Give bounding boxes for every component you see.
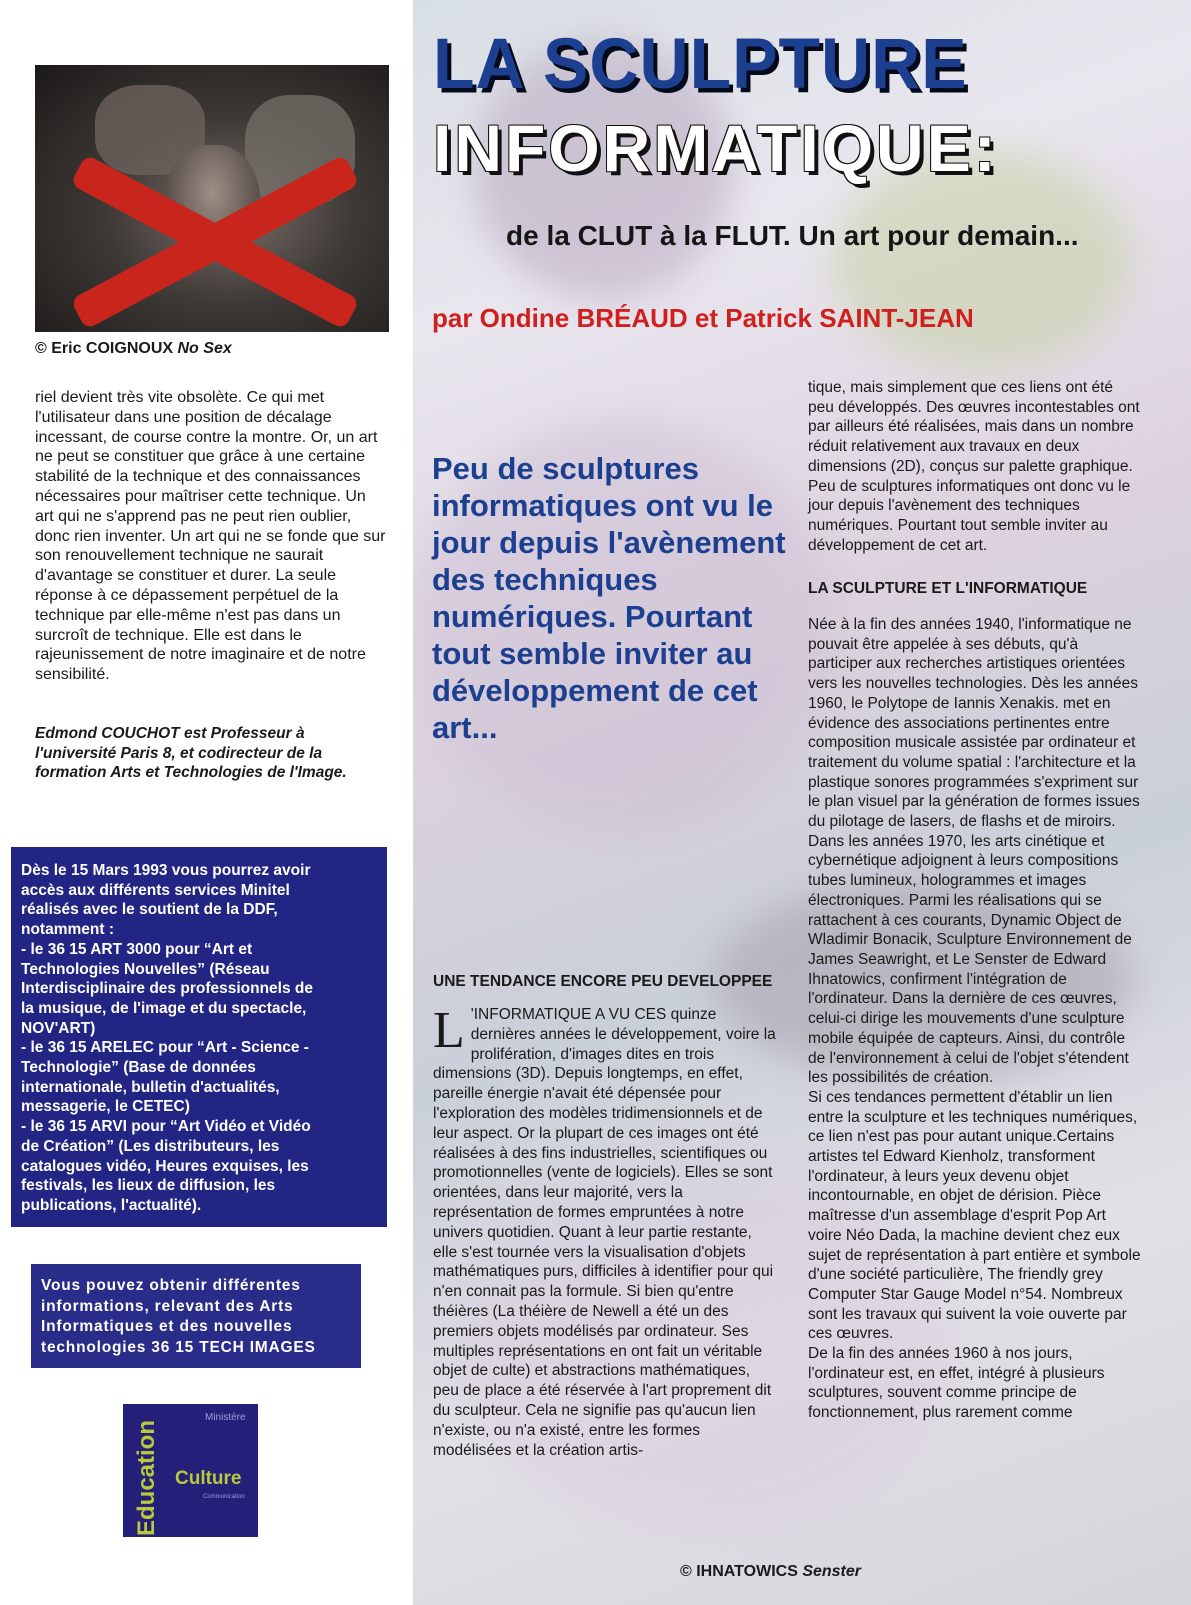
- box1-line: Technologies Nouvelles” (Réseau: [21, 960, 270, 978]
- box1-line: catalogues vidéo, Heures exquises, les: [21, 1157, 309, 1175]
- article-authors: par Ondine BRÉAUD et Patrick SAINT-JEAN: [432, 303, 974, 333]
- article-subtitle: de la CLUT à la FLUT. Un art pour demain...: [506, 220, 1079, 251]
- box1-line: Interdisciplinaire des professionnels de: [21, 980, 314, 998]
- box1-line: notamment :: [21, 921, 114, 939]
- right-body-paragraph: De la fin des années 1960 à nos jours, l'ordinateur est, en effet, intégré à plusieurs sculptures, souvent comme principe de fonctionnement, plus rarement comme: [808, 1345, 1105, 1422]
- logo-education-text: Education: [133, 1419, 160, 1536]
- artwork-photo: [35, 65, 389, 332]
- middle-body-paragraph: [433, 1002, 780, 1460]
- right-body-paragraph: Si ces tendances permettent d'établir un lien entre la sculpture et les techniques numériques, ce lien n'est pas pour autant unique.Certains artistes tel Edward Kienholz, transforment l'ordinateur, à leurs yeux devenu objet incontournable, en objet de dérision. Pièce maîtresse d'un assemblage d'esprit Pop Art voire Néo Dada, la machine devient chez eux sujet de représentation à part entière et symbole d'une société particulière, The friendly grey Computer Star Gauge Model n°54. Nombreux sont les travaux qui suivent la voie ouverte par ces œuvres.: [808, 1088, 1141, 1343]
- logo-communication-text: Communication: [203, 1494, 245, 1500]
- middle-text-column: [433, 972, 780, 1460]
- article-title-line1: LA SCULPTURE: [433, 24, 968, 104]
- box1-line: - le 36 15 ART 3000 pour “Art et: [21, 940, 253, 958]
- left-body-paragraph: riel devient très vite obsolète. Ce qui met l'utilisateur dans une position de décalage incessant, de course contre la montre. Or, un art ne peut se constituer que grâce à une certaine stabilité de la technique et des connaissances nécessaires pour maîtriser cette technique. Un art qui ne s'apprend pas ne peut rien oublier, donc rien inventer. Un art qui ne se fonde que sur son renouvellement technique ne saurait d'avantage se constituer et durer. La seule réponse à ce dépassement perpétuel de la technique par elle-même n'est pas dans un surcroît de technique. Elle est dans le rajeunissement de notre imaginaire et de notre sensibilité.: [35, 389, 386, 684]
- box1-line: Technologie” (Base de données: [21, 1059, 256, 1077]
- box1-line: Dès le 15 Mars 1993 vous pourrez avoir: [21, 862, 311, 879]
- bottom-photo-credit: [680, 1563, 861, 1581]
- bottom-credit-title: Senster: [802, 1563, 862, 1580]
- pull-quote: Peu de sculptures informatiques ont vu le jour depuis l'avènement des techniques numériques. Pourtant tout semble inviter au développement de cet art...: [432, 451, 786, 745]
- section-heading: UNE TENDANCE ENCORE PEU DEVELOPPEE: [433, 973, 773, 990]
- author-bio: Edmond COUCHOT est Professeur à l'université Paris 8, et codirecteur de la formation Arts et Technologies de l'Image.: [35, 725, 347, 781]
- photo-caption-prefix: © Eric COIGNOUX: [35, 340, 174, 357]
- box1-line: de Création” (Les distributeurs, les: [21, 1137, 280, 1155]
- article-title-line2: INFORMATIQUE:: [433, 111, 999, 185]
- section-heading: LA SCULPTURE ET L'INFORMATIQUE: [808, 580, 1088, 598]
- box1-line: - le 36 15 ARVI pour “Art Vidéo et Vidéo: [21, 1118, 311, 1136]
- box1-line: - le 36 15 ARELEC pour “Art - Science -: [21, 1039, 309, 1057]
- box1-line: accès aux différents services Minitel: [21, 881, 290, 899]
- right-body-paragraph: Née à la fin des années 1940, l'informatique ne pouvait être appelée à ses débuts, qu'à participer aux recherches artistiques orientées vers les nouvelles technologies. Dès les années 1960, le Polytope de Iannis Xenakis. met en évidence des associations pertinentes entre composition musicale assistée par ordinateur et traitement du volume spatial : l'architecture et la plastique sonores programmées s'expriment sur le plan visuel par la génération de formes issues du pilotage de lasers, de flashs et de miroirs. Dans les années 1970, les arts cinétique et cybernétique adjoignent à leurs compositions tubes lumineux, hologrammes et images électroniques. Parmi les réalisations qui se rattachent à ces courants, Dynamic Object de Wladimir Bonacik, Sculpture Environnement de James Seawright, et Le Senster de Edward Ihnatowics, confirment l'intégration de l'ordinateur. Dans la dernière de ces œuvres, celui-ci dirige les mouvements d'une sculpture mobile équipée de capteurs. Ainsi, du contrôle de l'environnement à celui de l'objet s'étendent les possibilités de création.: [808, 616, 1140, 1087]
- drop-cap: L: [433, 1002, 465, 1059]
- left-body-text: [35, 388, 387, 685]
- box1-line: festivals, les lieux de diffusion, les: [21, 1177, 276, 1195]
- middle-body-text: 'INFORMATIQUE A VU CES quinze dernières années le développement, voire la prolifération, d'images dites en trois dimensions (3D). Depuis longtemps, en effet, pareille énergie n'avait été dépensée pour l'exploration des modèles tridimensionnels et de leur aspect. Or la plupart de ces images ont été réalisées à des fins industrielles, scientifiques ou promotionnelles (vente de logiciels). Elles se sont orientées, dans leur majorité, vers la représentation de formes empruntées à notre univers quotidien. Quant à leur partie restante, elle s'est tournée vers la visualisation d'objets mathématiques purs, difficiles à identifier pour qui n'en connait pas la formule. Si bien qu'entre théières (La théière de Newell a été un des premiers objets modélisés par ordinateur. Ses multiples représentations en ont fait un véritable objet de culte) et abstractions mathématiques, peu de place a été réservée à l'art proprement dit du sculpteur. Cela ne signifie pas qu'aucun lien n'existe, ou n'a existé, entre les formes modélisées et la création artis-: [433, 1006, 776, 1459]
- ministry-logo: [123, 1404, 258, 1537]
- logo-culture-text: Culture: [175, 1468, 242, 1489]
- box1-line: NOV'ART): [21, 1019, 96, 1037]
- photo-caption-title: No Sex: [177, 340, 232, 357]
- box2-line: technologies 36 15 TECH IMAGES: [41, 1338, 316, 1356]
- right-text-column: [808, 378, 1142, 1423]
- bottom-credit-prefix: © IHNATOWICS: [680, 1563, 798, 1580]
- box1-line: réalisés avec le soutient de la DDF,: [21, 901, 278, 919]
- right-intro-paragraph: tique, mais simplement que ces liens ont été peu développés. Des œuvres incontestables ont par ailleurs été réalisées, mais dans un nombre réduit relativement aux travaux en deux dimensions (2D), conçus sur palette graphique. Peu de sculptures informatiques ont donc vu le jour depuis l'avènement des techniques numériques. Pourtant tout semble inviter au développement de cet art.: [808, 379, 1140, 554]
- box2-line: Vous pouvez obtenir différentes: [41, 1277, 301, 1294]
- logo-ministere-text: Ministère: [205, 1412, 246, 1423]
- box2-line: Informatiques et des nouvelles: [41, 1318, 293, 1335]
- box1-line: publications, l'actualité).: [21, 1196, 202, 1214]
- tech-images-info-box: [31, 1264, 361, 1368]
- box1-line: internationale, bulletin d'actualités,: [21, 1078, 280, 1096]
- minitel-info-box: [11, 847, 387, 1227]
- photo-caption: [35, 340, 232, 358]
- left-column: [0, 0, 413, 1605]
- box1-line: messagerie, le CETEC): [21, 1098, 190, 1116]
- box2-line: informations, relevant des Arts: [41, 1297, 294, 1315]
- box1-line: la musique, de l'image et du spectacle,: [21, 999, 307, 1017]
